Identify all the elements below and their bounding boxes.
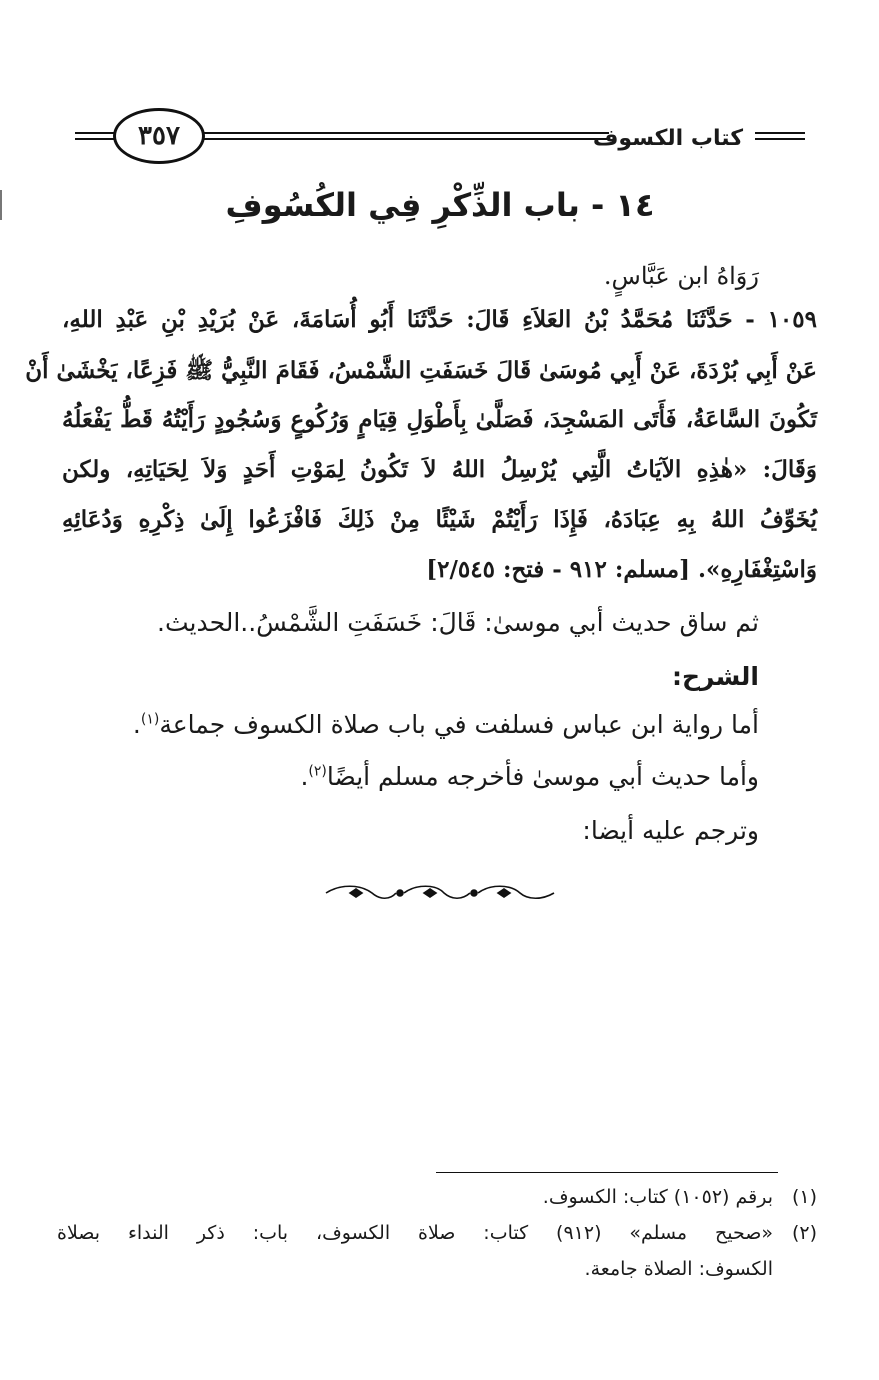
footnote-ref-2: (٢) <box>308 763 327 780</box>
hadith-line-1: ١٠٥٩ - حَدَّثَنَا مُحَمَّدُ بْنُ العَلاَءِ قَالَ: حَدَّثَنَا أَبُو أُسَامَةَ، عَنْ بُرَيْدِ بْنِ عَبْدِ اللهِ، <box>62 306 817 333</box>
footnote-text: الكسوف: الصلاة جامعة. <box>584 1258 773 1280</box>
footnote-1 <box>57 1186 817 1208</box>
chapter-title: ١٤ - باب الذِّكْرِ فِي الكُسُوفِ <box>225 186 655 224</box>
hadith-line-5: يُخَوِّفُ اللهُ بِهِ عِبَادَهُ، فَإِذَا رَأَيْتُمْ شَيْئًا مِنْ ذَلِكَ فَافْزَعُوا إِلَىٰ ذِكْرِهِ وَدُعَائِهِ <box>62 506 817 533</box>
header-rule-left <box>75 132 115 134</box>
commentary-line-3-text: وأما حديث أبي موسىٰ فأخرجه مسلم أيضًا <box>326 762 759 791</box>
footnote-rule <box>436 1172 778 1173</box>
page-number-text: ٣٥٧ <box>138 121 180 151</box>
footnote-2 <box>57 1222 817 1244</box>
hadith-line-3: تَكُونَ السَّاعَةُ، فَأَتَى المَسْجِدَ، فَصَلَّىٰ بِأَطْوَلِ قِيَامٍ وَرُكُوعٍ وَسُجُودٍ رَأَيْتُهُ قَطُّ يَفْعَلُهُ <box>62 406 817 433</box>
ornament-divider <box>320 882 560 904</box>
period: . <box>300 762 309 791</box>
footnote-ref-1: (١) <box>140 711 160 728</box>
hadith-line-4: وَقَالَ: «هٰذِهِ الآيَاتُ الَّتِي يُرْسِلُ اللهُ لاَ تَكُونُ لِمَوْتِ أَحَدٍ وَلاَ لِحَيَاتِهِ، ولكن <box>62 456 817 483</box>
running-title: كتاب الكسوف <box>592 126 743 151</box>
header-rule-left-lower <box>75 138 115 140</box>
commentary-line-4: وترجم عليه أيضا: <box>582 816 759 845</box>
footnote-text: برقم (١٠٥٢) كتاب: الكسوف. <box>542 1186 773 1208</box>
commentary-line-2-text: أما رواية ابن عباس فسلفت في باب صلاة الكسوف جماعة <box>159 710 759 739</box>
commentary-line-3 <box>300 762 759 791</box>
commentary-line-1: ثم ساق حديث أبي موسىٰ: قَالَ: خَسَفَتِ الشَّمْسُ..الحديث. <box>157 608 759 637</box>
running-header <box>75 102 805 162</box>
hadith-line-2: عَنْ أَبِي بُرْدَةَ، عَنْ أَبِي مُوسَىٰ قَالَ خَسَفَتِ الشَّمْسُ، فَقَامَ النَّبِيُّ ﷺ فَزِعًا، يَخْشَىٰ أَنْ <box>25 357 817 384</box>
scan-edge-mark <box>0 190 2 220</box>
footnote-number: (١) <box>791 1186 817 1208</box>
period: . <box>132 710 141 739</box>
footnote-number: (٢) <box>791 1222 817 1244</box>
footnote-2-continued <box>73 1258 773 1280</box>
commentary-line-2 <box>133 710 759 739</box>
intro-line: رَوَاهُ ابن عَبَّاسٍ. <box>603 262 759 290</box>
header-rule-right <box>755 132 805 144</box>
page-number <box>113 108 205 164</box>
header-rule-main <box>199 132 609 134</box>
footnote-text: «صحيح مسلم» (٩١٢) كتاب: صلاة الكسوف، باب: ذكر النداء بصلاة <box>57 1222 773 1244</box>
hadith-line-6: وَاسْتِغْفَارِهِ». [مسلم: ٩١٢ - فتح: ٢/٥٤٥] <box>426 556 817 583</box>
header-rule-main-lower <box>199 138 609 140</box>
commentary-heading: الشرح: <box>672 662 759 691</box>
